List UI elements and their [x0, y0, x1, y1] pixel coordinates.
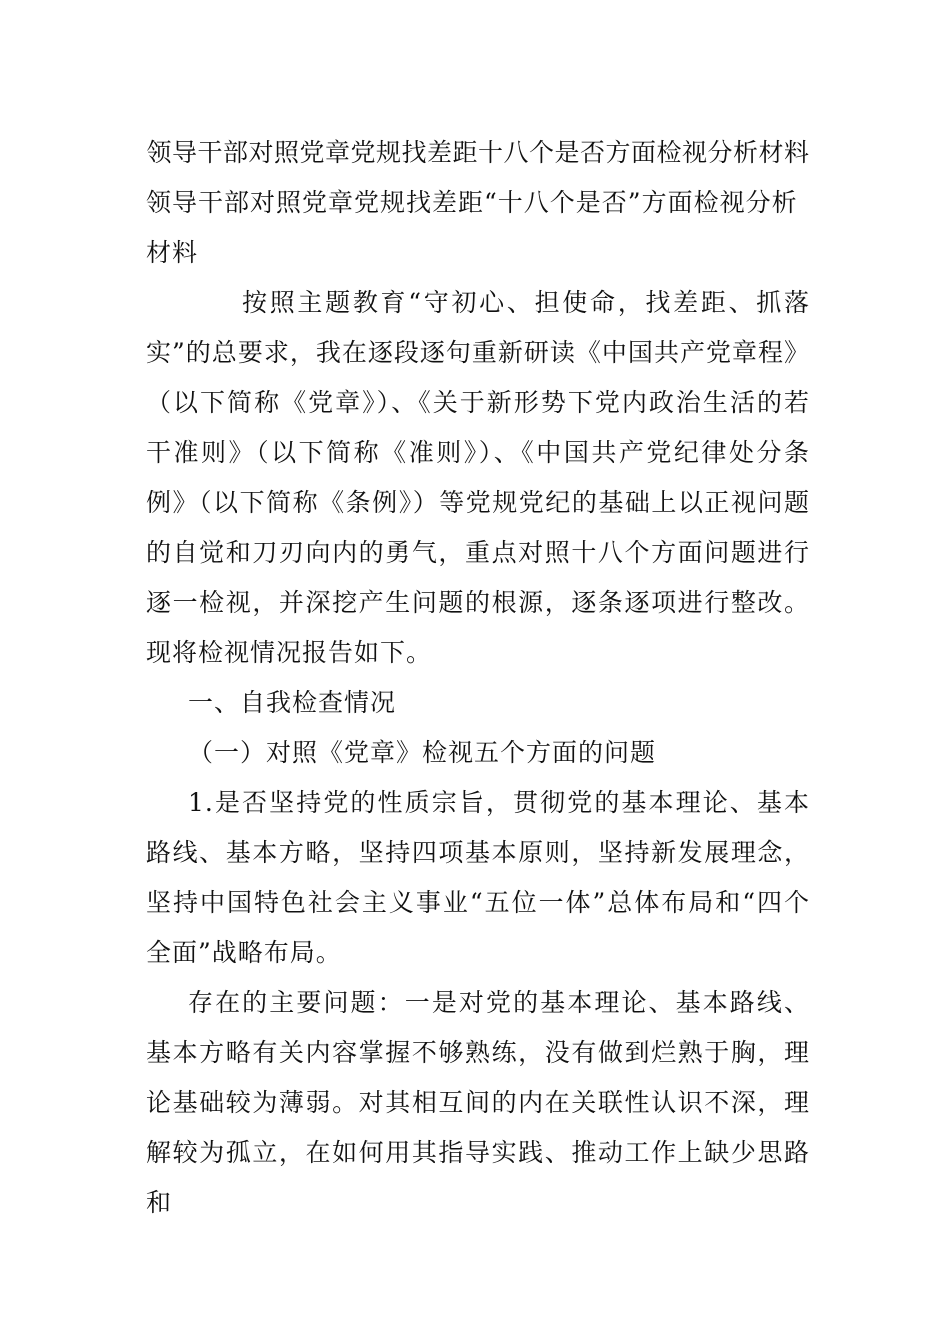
intro-paragraph: 按照主题教育“守初心、担使命，找差距、抓落实”的总要求，我在逐段逐句重新研读《中国共产党章程》（以下简称《党章》）、《关于新形势下党内政治生活的若干准则》（以下简称《准则》）、《中国共产党纪律处分条例》（以下简称《条例》）等党规党纪的基础上以正视问题的自觉和刀刃向内的勇气，重点对照十八个方面问题进行逐一检视，并深挖产生问题的根源，逐条逐项进行整改。现将检视情况报告如下。: [146, 288, 810, 667]
problems-paragraph-1: 存在的主要问题：一是对党的基本理论、基本路线、基本方略有关内容掌握不够熟练，没有做到烂熟于胸，理论基础较为薄弱。对其相互间的内在关联性认识不深，理解较为孤立，在如何用其指导实践、推动工作上缺少思路和: [146, 988, 810, 1217]
subsection-heading-1: （一）对照《党章》检视五个方面的问题: [188, 738, 657, 767]
document-title: 领导干部对照党章党规找差距十八个是否方面检视分析材料: [146, 138, 810, 167]
document-body: [146, 128, 810, 1228]
item-paragraph-1: 1.是否坚持党的性质宗旨，贯彻党的基本理论、基本路线、基本方略，坚持四项基本原则，坚持新发展理念，坚持中国特色社会主义事业“五位一体”总体布局和“四个全面”战略布局。: [146, 788, 810, 967]
document-subtitle: 领导干部对照党章党规找差距“十八个是否”方面检视分析材料: [146, 188, 798, 267]
section-heading-1: 一、自我检查情况: [188, 688, 397, 717]
